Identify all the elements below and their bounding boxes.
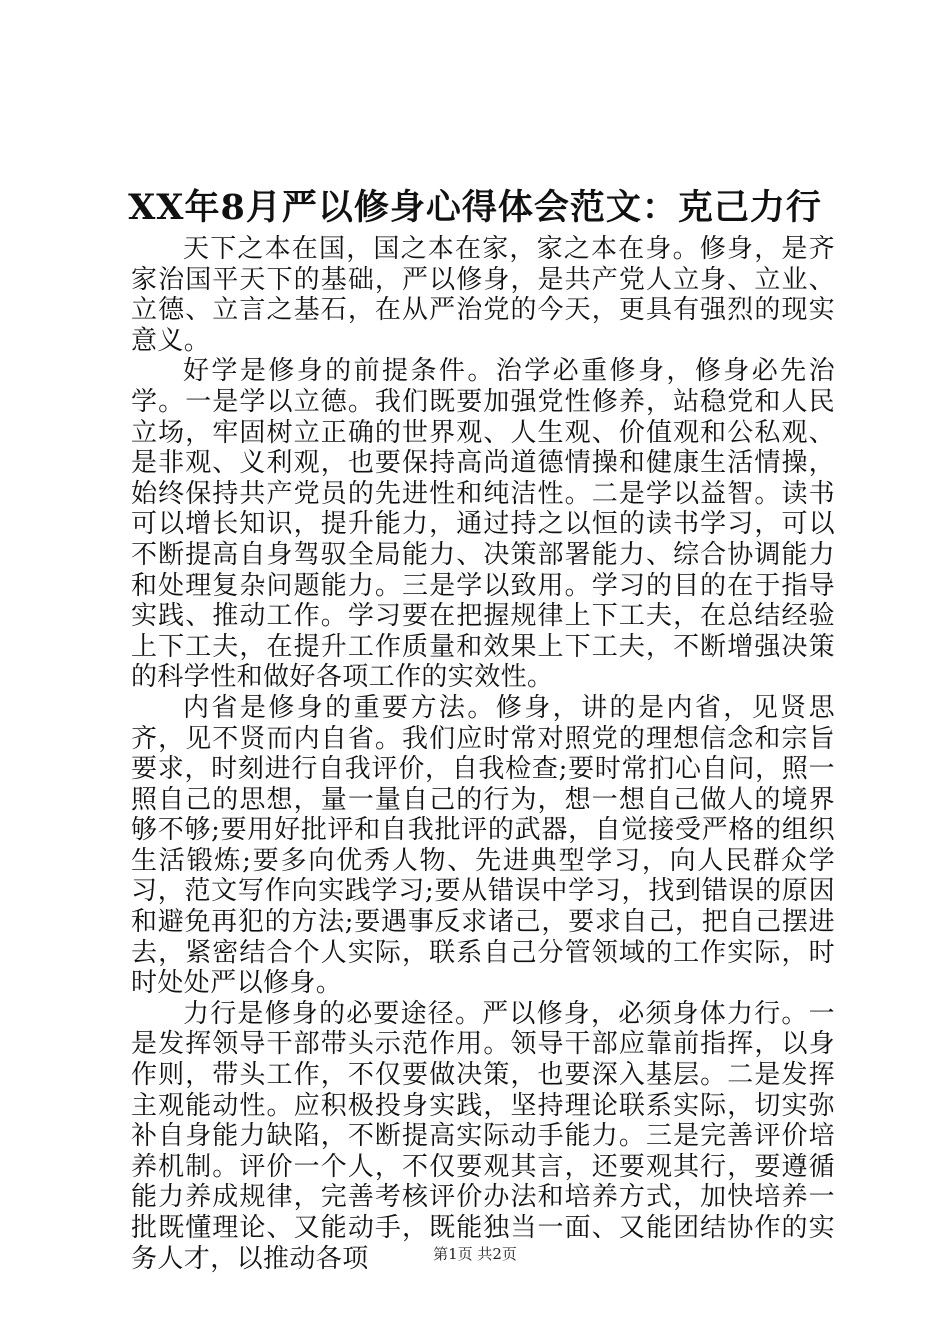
paragraph-study: 好学是修身的前提条件。治学必重修身，修身必先治学。一是学以立德。我们既要加强党性修养，站稳党和人民立场，牢固树立正确的世界观、人生观、价值观和公私观、是非观、义利观，也要保持高尚道德情操和健康生活情操，始终保持共产党员的先进性和纯洁性。二是学以益智。读书可以增长知识，提升能力，通过持之以恒的读书学习，可以不断提高自身驾驭全局能力、决策部署能力、综合协调能力和处理复杂问题能力。三是学以致用。学习的目的在于指导实践、推动工作。学习要在把握规律上下工夫，在总结经验上下工夫，在提升工作质量和效果上下工夫，不断增强决策的科学性和做好各项工作的实效性。 <box>131 356 835 693</box>
paragraph-practice: 力行是修身的必要途径。严以修身，必须身体力行。一是发挥领导干部带头示范作用。领导干部应靠前指挥，以身作则，带头工作，不仅要做决策，也要深入基层。二是发挥主观能动性。应积极投身实践，坚持理论联系实际，切实弥补自身能力缺陷，不断提高实际动手能力。三是完善评价培养机制。评价一个人，不仅要观其言，还要观其行，要遵循能力养成规律，完善考核评价办法和培养方式，加快培养一批既懂理论、又能动手，既能独当一面、又能团结协作的实务人才，以推动各项 <box>131 998 835 1274</box>
document-body <box>131 234 835 1274</box>
paragraph-intro: 天下之本在国，国之本在家，家之本在身。修身，是齐家治国平天下的基础，严以修身，是共产党人立身、立业、立德、立言之基石，在从严治党的今天，更具有强烈的现实意义。 <box>131 234 835 356</box>
document-title: XX年8月严以修身心得体会范文：克己力行 <box>128 187 822 228</box>
page-number-footer: 第1页 共2页 <box>433 1245 517 1263</box>
paragraph-introspection: 内省是修身的重要方法。修身，讲的是内省，见贤思齐，见不贤而内自省。我们应时常对照党的理想信念和宗旨要求，时刻进行自我评价，自我检查;要时常扪心自问，照一照自己的思想，量一量自己的行为，想一想自己做人的境界够不够;要用好批评和自我批评的武器，自觉接受严格的组织生活锻炼;要多向优秀人物、先进典型学习，向人民群众学习，范文写作向实践学习;要从错误中学习，找到错误的原因和避免再犯的方法;要遇事反求诸己，要求自己，把自己摆进去，紧密结合个人实际，联系自己分管领域的工作实际，时时处处严以修身。 <box>131 692 835 999</box>
